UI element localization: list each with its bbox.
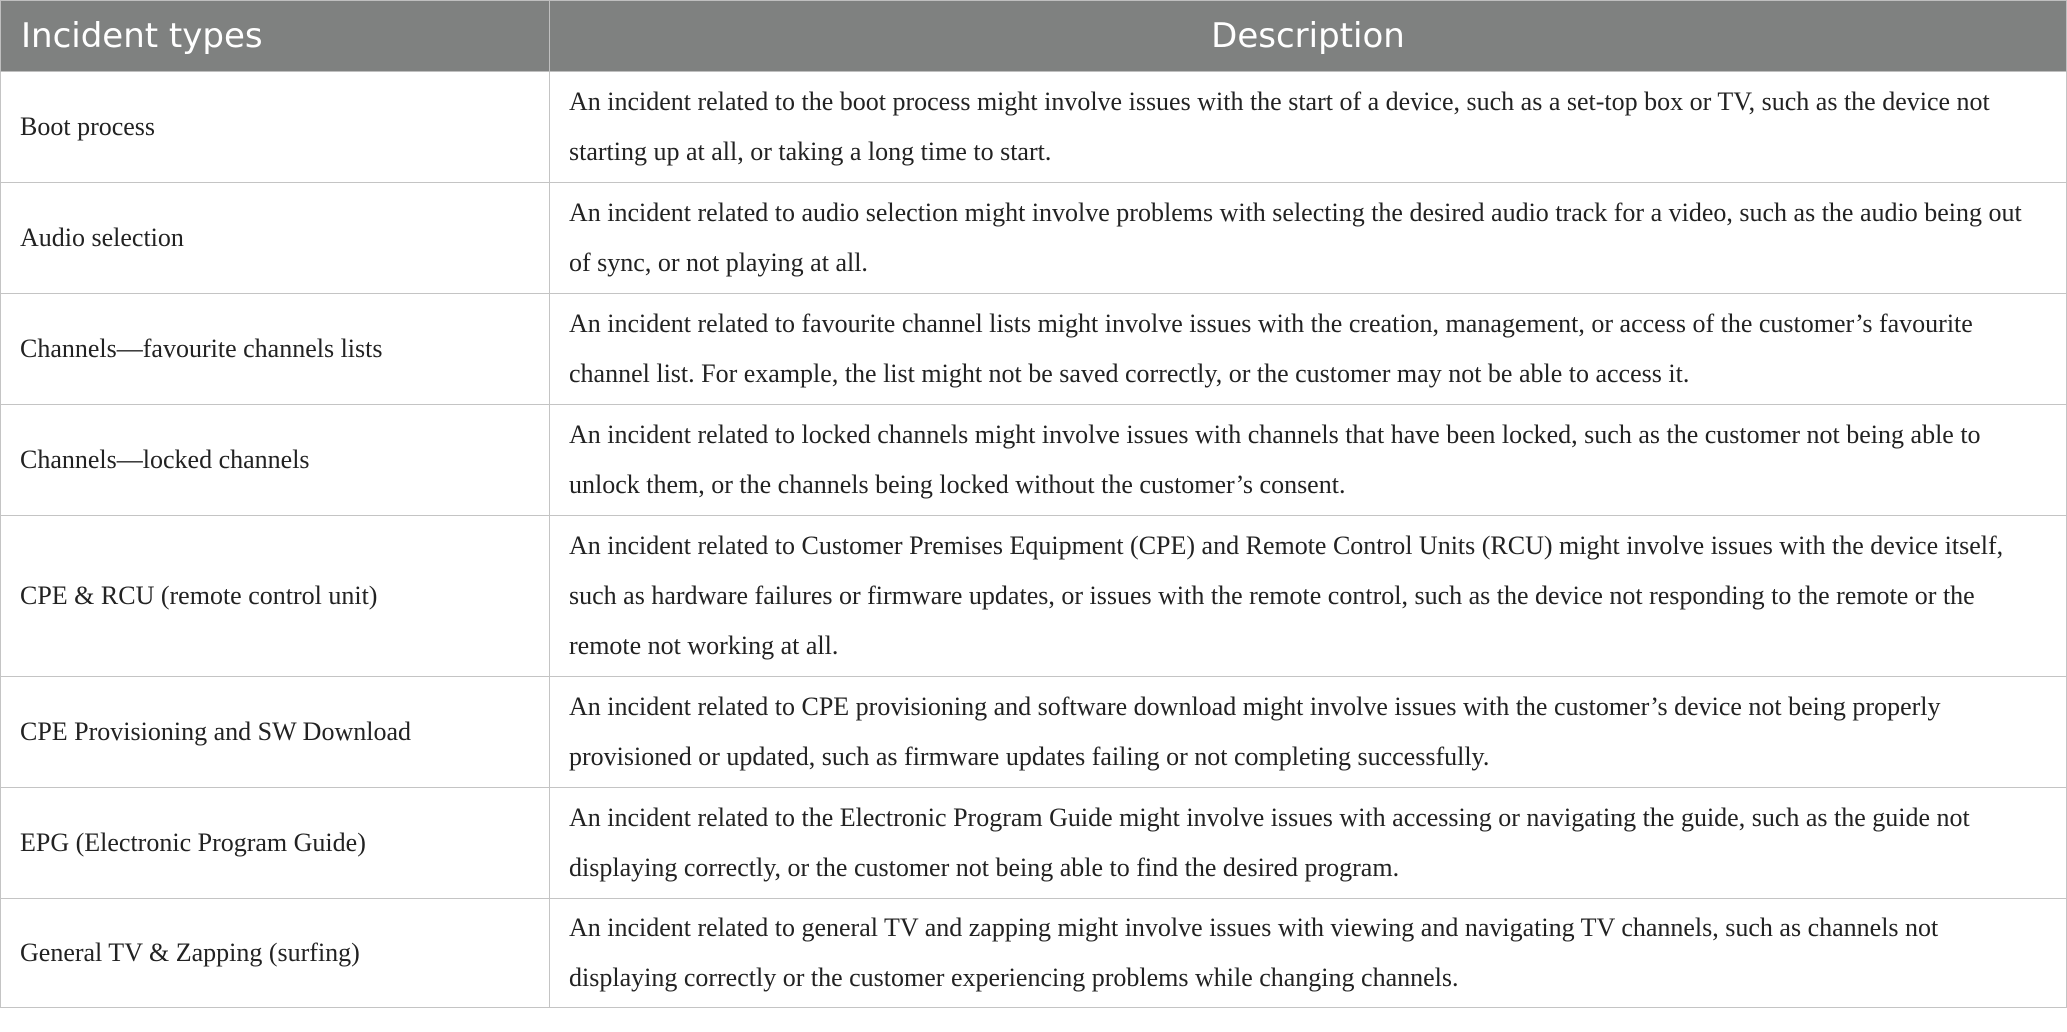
incident-type-cell: CPE Provisioning and SW Download	[1, 677, 550, 788]
incident-type-cell: Boot process	[1, 72, 550, 183]
incident-type-cell: EPG (Electronic Program Guide)	[1, 788, 550, 899]
table-row	[1, 294, 2067, 405]
description-cell: An incident related to the boot process might involve issues with the start of a device, such as a set-top box or TV, such as the device not starting up at all, or taking a long time to start.	[550, 72, 2067, 183]
table-row	[1, 788, 2067, 899]
incident-type-cell: Channels—favourite channels lists	[1, 294, 550, 405]
table-row	[1, 405, 2067, 516]
table-row	[1, 899, 2067, 1008]
description-cell: An incident related to Customer Premises Equipment (CPE) and Remote Control Units (RCU) might involve issues with the device itself, such as hardware failures or firmware updates, or issues with the remote control, such as the device not responding to the remote or the remote not working at all.	[550, 516, 2067, 677]
description-cell: An incident related to CPE provisioning and software download might involve issues with the customer’s device not being properly provisioned or updated, such as firmware updates failing or not completing successfully.	[550, 677, 2067, 788]
incident-type-cell: Channels—locked channels	[1, 405, 550, 516]
description-cell: An incident related to general TV and zapping might involve issues with viewing and navigating TV channels, such as channels not displaying correctly or the customer experiencing problems while changing channels.	[550, 899, 2067, 1008]
table-row	[1, 677, 2067, 788]
table-row	[1, 72, 2067, 183]
description-cell: An incident related to the Electronic Program Guide might involve issues with accessing or navigating the guide, such as the guide not displaying correctly, or the customer not being able to find the desired program.	[550, 788, 2067, 899]
description-cell: An incident related to favourite channel lists might involve issues with the creation, management, or access of the customer’s favourite channel list. For example, the list might not be saved correctly, or the customer may not be able to access it.	[550, 294, 2067, 405]
header-description: Description	[550, 1, 2067, 72]
header-incident-types: Incident types	[1, 1, 550, 72]
table-row	[1, 516, 2067, 677]
incident-type-cell: General TV & Zapping (surfing)	[1, 899, 550, 1008]
description-cell: An incident related to audio selection might involve problems with selecting the desired audio track for a video, such as the audio being out of sync, or not playing at all.	[550, 183, 2067, 294]
table-header-row	[1, 1, 2067, 72]
incident-type-cell: Audio selection	[1, 183, 550, 294]
table-row	[1, 183, 2067, 294]
description-cell: An incident related to locked channels might involve issues with channels that have been locked, such as the customer not being able to unlock them, or the channels being locked without the customer’s consent.	[550, 405, 2067, 516]
incident-type-cell: CPE & RCU (remote control unit)	[1, 516, 550, 677]
